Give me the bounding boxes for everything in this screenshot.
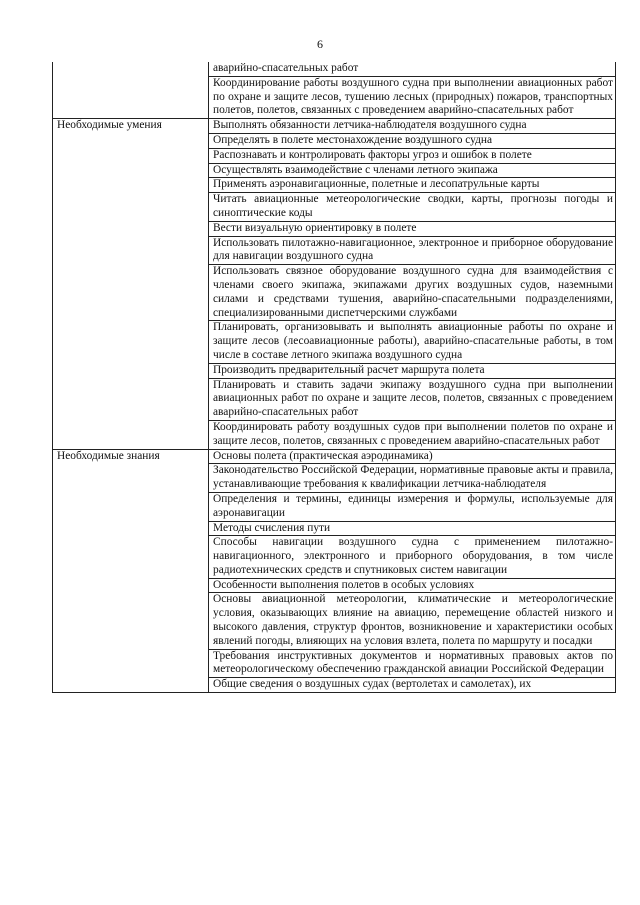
row-label-knowledge: Необходимые знания [53, 449, 209, 693]
table-cell: Законодательство Российской Федерации, нормативные правовые акты и правила, устанавливающие требования к квалификации летчика-наблюдателя [209, 464, 616, 493]
table-cell: Основы полета (практическая аэродинамика) [209, 449, 616, 464]
table-row [53, 62, 616, 76]
table-cell: Основы авиационной метеорологии, климатические и метеорологические условия, оказывающих влияние на авиацию, перемещение областей низкого и высокого давления, структур фронтов, возникновение и характеристики особых явлений погоды, влияющих на условия взлета, полета по маршруту и посадки [209, 593, 616, 649]
row-label [53, 62, 209, 119]
table-cell: аварийно-спасательных работ [209, 62, 616, 76]
table-cell: Планировать, организовывать и выполнять авиационные работы по охране и защите лесов (лесоавиационные работы), аварийно-спасательные работы, в том числе в составе летного экипажа воздушного судна [209, 321, 616, 363]
table-row [53, 119, 616, 134]
table-row [53, 449, 616, 464]
row-label-skills: Необходимые умения [53, 119, 209, 449]
table-cell: Выполнять обязанности летчика-наблюдателя воздушного судна [209, 119, 616, 134]
table-cell: Читать авиационные метеорологические сводки, карты, прогнозы погоды и синоптические коды [209, 193, 616, 222]
table-cell: Вести визуальную ориентировку в полете [209, 221, 616, 236]
table-cell: Определять в полете местонахождение воздушного судна [209, 133, 616, 148]
table-cell: Использовать связное оборудование воздушного судна для взаимодействия с членами своего экипажа, экипажами других воздушных судов, наземными силами и средствами тушения, аварийно-спасательными подразделениями, специализированными диспетчерскими службами [209, 265, 616, 321]
table-cell: Использовать пилотажно-навигационное, электронное и приборное оборудование для навигации воздушного судна [209, 236, 616, 265]
table-cell: Методы счисления пути [209, 521, 616, 536]
table-cell: Способы навигации воздушного судна с применением пилотажно-навигационного, электронного и приборного оборудования, в том числе радиотехнических средств и спутниковых систем навигации [209, 536, 616, 578]
table-cell: Осуществлять взаимодействие с членами летного экипажа [209, 163, 616, 178]
table-cell: Планировать и ставить задачи экипажу воздушного судна при выполнении авиационных работ по охране и защите лесов, полетов, связанных с проведением аварийно-спасательных работ [209, 378, 616, 420]
table-cell: Особенности выполнения полетов в особых условиях [209, 578, 616, 593]
table-cell: Распознавать и контролировать факторы угроз и ошибок в полете [209, 148, 616, 163]
table-cell: Общие сведения о воздушных судах (вертолетах и самолетах), их [209, 678, 616, 693]
table-cell: Производить предварительный расчет маршрута полета [209, 363, 616, 378]
page-number: 6 [317, 37, 323, 51]
table-cell: Требования инструктивных документов и нормативных правовых актов по метеорологическому обеспечению гражданской авиации Российской Федерации [209, 649, 616, 678]
table-cell: Координировать работу воздушных судов при выполнении полетов по охране и защите лесов, полетов, связанных с проведением аварийно-спасательных работ [209, 420, 616, 449]
table-cell: Применять аэронавигационные, полетные и лесопатрульные карты [209, 178, 616, 193]
table-cell: Определения и термины, единицы измерения и формулы, используемые для аэронавигации [209, 492, 616, 521]
qualification-table [52, 62, 616, 693]
table-cell: Координирование работы воздушного судна при выполнении авиационных работ по охране и защите лесов, тушению лесных (природных) пожаров, транспортных полетов, полетов, связанных с проведением аварийно-спасательных работ [209, 76, 616, 118]
